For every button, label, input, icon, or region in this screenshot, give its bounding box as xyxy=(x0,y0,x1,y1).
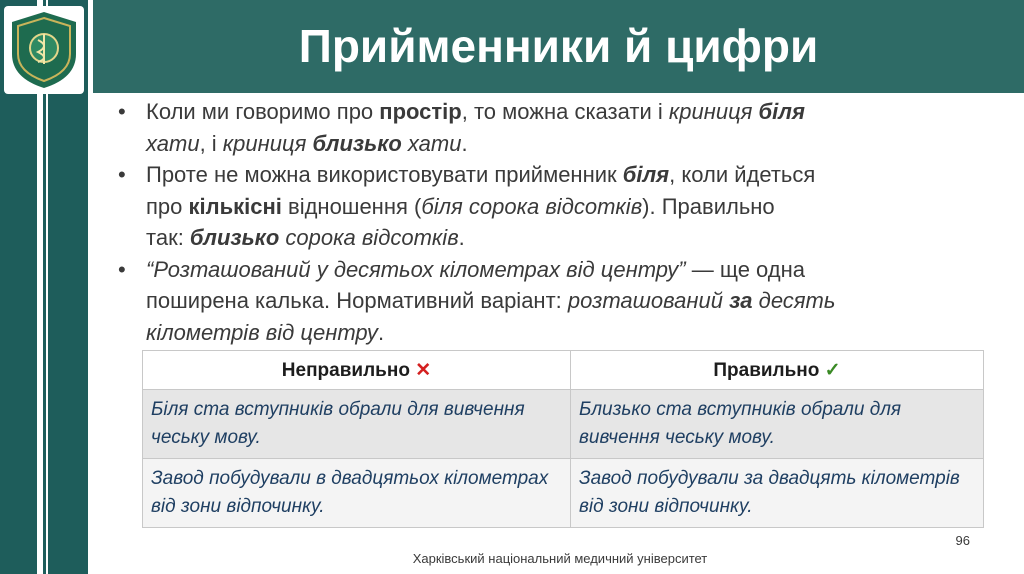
slide-title: Прийменники й цифри xyxy=(298,20,819,72)
text: про xyxy=(146,193,189,219)
text: Коли ми говоримо про xyxy=(146,99,380,124)
bullet-line xyxy=(146,96,998,128)
bullet-line xyxy=(146,159,998,191)
bold-text: кількісні xyxy=(188,193,282,219)
italic-text: біля сорока відсотків xyxy=(421,193,643,219)
table-row xyxy=(143,459,984,528)
bullet-line xyxy=(146,254,998,286)
table-cell: Завод побудували в двадцятьох кілометрах від зони відпочинку. xyxy=(143,459,571,528)
bullet-item xyxy=(118,159,998,254)
bold-italic-text: близько xyxy=(312,130,402,156)
italic-text: “Розташований у десятьох кілометрах від центру” xyxy=(146,256,686,282)
bullet-item xyxy=(118,96,998,159)
table-cell: Біля ста вступників обрали для вивчення чеську мову. xyxy=(143,390,571,459)
header-right xyxy=(570,351,983,390)
bullet-line xyxy=(146,128,998,160)
text: відношення ( xyxy=(281,193,422,219)
italic-text: хати xyxy=(401,130,462,156)
table-row xyxy=(143,390,984,459)
bold-italic-text: близько xyxy=(189,225,280,250)
bullet-dot: • xyxy=(118,99,126,124)
text: . xyxy=(461,130,468,156)
text: так: xyxy=(146,225,190,250)
university-logo xyxy=(4,6,84,94)
bullet-list xyxy=(118,96,998,348)
text: , і xyxy=(199,130,223,156)
italic-text: хати xyxy=(146,130,200,156)
italic-text: сорока відсотків xyxy=(279,225,459,250)
bullet-line xyxy=(146,191,998,223)
bullet-line xyxy=(146,222,998,254)
text: , то можна сказати і xyxy=(461,99,669,124)
italic-text: розташований xyxy=(567,288,730,313)
bullet-line xyxy=(146,317,998,349)
text: . xyxy=(377,319,385,345)
table-cell: Близько ста вступників обрали для вивчення чеську мову. xyxy=(570,390,983,459)
header-label: Правильно xyxy=(713,359,820,381)
bullet-dot: • xyxy=(118,256,126,282)
footer-text: Харківський національний медичний університет xyxy=(412,551,708,566)
header-label: Неправильно xyxy=(281,359,410,381)
cross-icon: ✕ xyxy=(415,359,432,381)
text: ). Правильно xyxy=(642,193,775,219)
table-header-row xyxy=(143,351,984,390)
university-logo-icon xyxy=(6,8,82,92)
text: — ще одна xyxy=(685,256,806,282)
header-wrong xyxy=(143,351,571,390)
bullet-line xyxy=(146,285,998,317)
checkmark-icon: ✓ xyxy=(824,359,841,381)
text: поширена калька. Нормативний варіант: xyxy=(146,288,568,313)
text: Проте не можна використовувати прийменник xyxy=(146,162,623,187)
italic-text: криниця xyxy=(222,130,313,156)
text: . xyxy=(458,225,465,250)
italic-text: криниця xyxy=(668,99,759,124)
bullet-dot: • xyxy=(118,162,126,187)
italic-text: десять xyxy=(752,288,836,313)
page-number: 96 xyxy=(955,533,970,548)
bold-italic-text: біля xyxy=(622,162,670,187)
bold-italic-text: за xyxy=(729,288,753,313)
text: , коли йдеться xyxy=(669,162,816,187)
comparison-table xyxy=(142,350,984,528)
italic-text: кілометрів від центру xyxy=(146,319,378,345)
bold-italic-text: біля xyxy=(758,99,805,124)
table-cell: Завод побудували за двадцять кілометрів від зони відпочинку. xyxy=(570,459,983,528)
bold-text: простір xyxy=(379,99,462,124)
bullet-item xyxy=(118,254,998,349)
